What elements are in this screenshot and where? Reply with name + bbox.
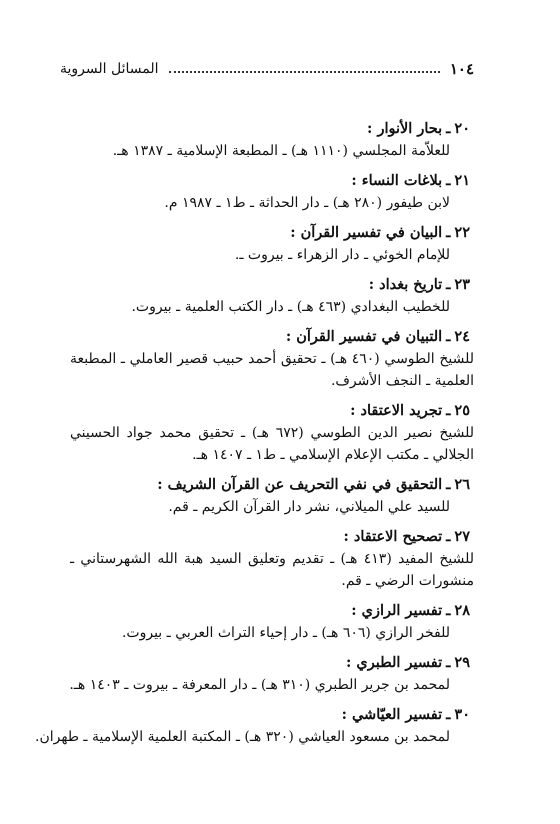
- entry-description: لمحمد بن جرير الطبري (٣١٠ هـ) ـ دار المعرفة ـ بيروت ـ ١٤٠٣ هـ.: [69, 677, 450, 693]
- entry-number: ٣٠: [454, 706, 470, 723]
- entry-title: تفسير الطبري :: [345, 654, 443, 671]
- entry-number: ٢١: [454, 172, 470, 189]
- entry-title: التبيان في تفسير القرآن :: [285, 328, 443, 345]
- header-dot-leader: [169, 69, 440, 73]
- entry-number: ٢٨: [454, 602, 470, 619]
- entry-number: ٢٠: [454, 120, 470, 137]
- bibliography-entry: [0, 274, 560, 326]
- entry-description: للشيخ الطوسي (٤٦٠ هـ) ـ تحقيق أحمد حبيب قصير العاملي ـ المطبعة العلمية ـ النجف الأشرف.: [70, 351, 474, 389]
- bibliography-entry: [0, 600, 560, 652]
- entry-number: ٢٦: [454, 476, 470, 493]
- bibliography-entry: [0, 222, 560, 274]
- entry-title: بلاغات النساء :: [351, 172, 443, 189]
- entry-heading: ٢٣ ـ تاريخ بغداد :: [0, 274, 470, 296]
- entry-description: للسيد علي الميلاني، نشر دار القرآن الكريم ـ قم.: [168, 499, 450, 515]
- entry-number: ٢٥: [454, 402, 470, 419]
- entry-description: للعلاّمة المجلسي (١١١٠ هـ) ـ المطبعة الإسلامية ـ ١٣٨٧ هـ.: [112, 143, 450, 159]
- entry-heading: ٢٠ ـ بحار الأنوار :: [0, 118, 470, 140]
- entry-description: لمحمد بن مسعود العياشي (٣٢٠ هـ) ـ المكتبة العلمية الإسلامية ـ طهران.: [35, 729, 450, 745]
- page-header: [60, 60, 474, 78]
- entry-description: للفخر الرازي (٦٠٦ هـ) ـ دار إحياء التراث العربي ـ بيروت.: [121, 625, 450, 641]
- bibliography-entry: [0, 526, 560, 600]
- bibliography-entry: [0, 326, 560, 400]
- bibliography-entry: [0, 170, 560, 222]
- entry-number: ٢٢: [454, 224, 470, 241]
- entry-heading: ٢٤ ـ التبيان في تفسير القرآن :: [0, 326, 470, 348]
- running-title: المسائل السروية: [60, 61, 159, 77]
- entry-number: ٢٤: [454, 328, 470, 345]
- entry-title: تفسير الرازي :: [351, 602, 443, 619]
- page-number: ١٠٤: [449, 60, 474, 78]
- entry-title: التحقيق في نفي التحريف عن القرآن الشريف :: [157, 476, 443, 493]
- entry-title: تفسير العيّاشي :: [341, 706, 443, 723]
- entry-heading: ٢٧ ـ تصحيح الاعتقاد :: [0, 526, 470, 548]
- bibliography-list: [0, 118, 560, 748]
- entry-description: للإمام الخوئي ـ دار الزهراء ـ بيروت ـ.: [234, 247, 450, 263]
- entry-number: ٢٣: [454, 276, 470, 293]
- entry-description: لابن طيفور (٢٨٠ هـ) ـ دار الحداثة ـ ط١ ـ ١٩٨٧ م.: [164, 195, 450, 211]
- entry-title: تجريد الاعتقاد :: [350, 402, 443, 419]
- entry-heading: ٢٥ ـ تجريد الاعتقاد :: [0, 400, 470, 422]
- entry-heading: ٢٩ ـ تفسير الطبري :: [0, 652, 470, 674]
- entry-title: البيان في تفسير القرآن :: [290, 224, 443, 241]
- entry-heading: ٢٢ ـ البيان في تفسير القرآن :: [0, 222, 470, 244]
- entry-description: للشيخ المفيد (٤١٣ هـ) ـ تقديم وتعليق السيد هبة الله الشهرستاني ـ منشورات الرضي ـ قم.: [70, 551, 474, 589]
- entry-title: تصحيح الاعتقاد :: [343, 528, 443, 545]
- bibliography-entry: [0, 118, 560, 170]
- bibliography-entry: [0, 704, 560, 748]
- bibliography-entry: [0, 400, 560, 474]
- entry-description: للشيخ نصير الدين الطوسي (٦٧٢ هـ) ـ تحقيق محمد جواد الحسيني الجلالي ـ مكتب الإعلام الإسلامي ـ ط١ ـ ١٤٠٧ هـ.: [70, 425, 474, 463]
- entry-title: بحار الأنوار :: [367, 120, 443, 137]
- entry-title: تاريخ بغداد :: [368, 276, 443, 293]
- entry-heading: ٢٨ ـ تفسير الرازي :: [0, 600, 470, 622]
- entry-number: ٢٧: [454, 528, 470, 545]
- bibliography-entry: [0, 652, 560, 704]
- bibliography-entry: [0, 474, 560, 526]
- entry-heading: ٢١ ـ بلاغات النساء :: [0, 170, 470, 192]
- entry-number: ٢٩: [454, 654, 470, 671]
- entry-heading: ٢٦ ـ التحقيق في نفي التحريف عن القرآن الشريف :: [0, 474, 470, 496]
- entry-heading: ٣٠ ـ تفسير العيّاشي :: [0, 704, 470, 726]
- entry-description: للخطيب البغدادي (٤٦٣ هـ) ـ دار الكتب العلمية ـ بيروت.: [131, 299, 450, 315]
